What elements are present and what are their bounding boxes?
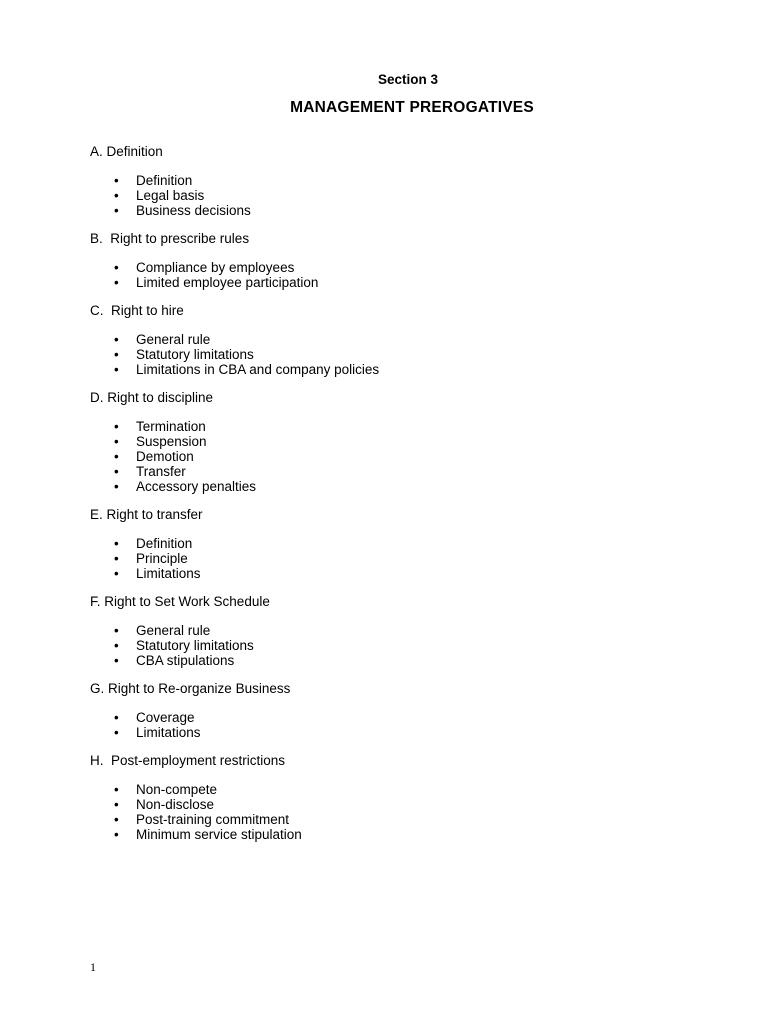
- bullet-icon: •: [114, 653, 119, 668]
- bullet-icon: •: [114, 797, 119, 812]
- list-item-label: Limitations: [136, 566, 201, 581]
- bullet-icon: •: [114, 173, 119, 188]
- list-item: [90, 275, 690, 290]
- list-item: [90, 710, 690, 725]
- page-number: 1: [90, 960, 96, 974]
- list-item: [90, 203, 690, 218]
- bullet-icon: •: [114, 638, 119, 653]
- outline-heading: H. Post-employment restrictions: [90, 753, 286, 768]
- list-item-label: Definition: [136, 536, 193, 551]
- bullet-icon: •: [114, 623, 119, 638]
- list-item-label: Principle: [136, 551, 188, 566]
- list-item-label: Statutory limitations: [136, 638, 254, 653]
- list-item-label: General rule: [136, 623, 211, 638]
- bullet-icon: •: [114, 362, 119, 377]
- list-item-label: Definition: [136, 173, 193, 188]
- list-item: [90, 566, 690, 581]
- list-item: [90, 827, 690, 842]
- bullet-icon: •: [114, 419, 119, 434]
- outline: [90, 144, 690, 855]
- section-label: Section 3: [377, 72, 439, 87]
- list-item-label: Demotion: [136, 449, 194, 464]
- page-title: MANAGEMENT PREROGATIVES: [290, 99, 534, 116]
- bullet-icon: •: [114, 434, 119, 449]
- bullet-list: [90, 710, 690, 740]
- bullet-icon: •: [114, 260, 119, 275]
- bullet-list: [90, 173, 690, 218]
- outline-heading: G. Right to Re-organize Business: [90, 681, 291, 696]
- list-item: [90, 347, 690, 362]
- list-item: [90, 479, 690, 494]
- list-item-label: Limitations: [136, 725, 201, 740]
- bullet-icon: •: [114, 275, 119, 290]
- list-item-label: Minimum service stipulation: [136, 827, 302, 842]
- list-item-label: Legal basis: [136, 188, 205, 203]
- list-item: [90, 449, 690, 464]
- list-item: [90, 623, 690, 638]
- list-item-label: Non-disclose: [136, 797, 215, 812]
- list-item-label: Business decisions: [136, 203, 251, 218]
- outline-heading: E. Right to transfer: [90, 507, 203, 522]
- list-item: [90, 653, 690, 668]
- list-item: [90, 638, 690, 653]
- list-item: [90, 797, 690, 812]
- outline-heading: D. Right to discipline: [90, 390, 214, 405]
- list-item: [90, 782, 690, 797]
- list-item-label: Limitations in CBA and company policies: [136, 362, 380, 377]
- list-item-label: Termination: [136, 419, 206, 434]
- bullet-icon: •: [114, 551, 119, 566]
- list-item: [90, 464, 690, 479]
- bullet-icon: •: [114, 782, 119, 797]
- list-item-label: General rule: [136, 332, 211, 347]
- bullet-list: [90, 332, 690, 377]
- bullet-icon: •: [114, 332, 119, 347]
- bullet-icon: •: [114, 449, 119, 464]
- bullet-list: [90, 782, 690, 842]
- list-item: [90, 551, 690, 566]
- bullet-list: [90, 419, 690, 494]
- list-item-label: Non-compete: [136, 782, 218, 797]
- bullet-icon: •: [114, 464, 119, 479]
- bullet-icon: •: [114, 827, 119, 842]
- bullet-icon: •: [114, 188, 119, 203]
- list-item-label: CBA stipulations: [136, 653, 235, 668]
- bullet-icon: •: [114, 566, 119, 581]
- bullet-list: [90, 536, 690, 581]
- list-item: [90, 332, 690, 347]
- outline-heading: A. Definition: [90, 144, 163, 159]
- bullet-list: [90, 623, 690, 668]
- bullet-icon: •: [114, 479, 119, 494]
- list-item-label: Transfer: [136, 464, 186, 479]
- list-item: [90, 434, 690, 449]
- bullet-icon: •: [114, 203, 119, 218]
- list-item: [90, 173, 690, 188]
- list-item: [90, 725, 690, 740]
- outline-heading: C. Right to hire: [90, 303, 184, 318]
- bullet-icon: •: [114, 347, 119, 362]
- outline-heading: B. Right to prescribe rules: [90, 231, 250, 246]
- list-item-label: Compliance by employees: [136, 260, 295, 275]
- list-item-label: Suspension: [136, 434, 207, 449]
- list-item: [90, 536, 690, 551]
- bullet-list: [90, 260, 690, 290]
- list-item: [90, 419, 690, 434]
- list-item-label: Limited employee participation: [136, 275, 319, 290]
- list-item-label: Coverage: [136, 710, 195, 725]
- bullet-icon: •: [114, 725, 119, 740]
- list-item: [90, 362, 690, 377]
- bullet-icon: •: [114, 536, 119, 551]
- list-item: [90, 260, 690, 275]
- list-item: [90, 812, 690, 827]
- list-item: [90, 188, 690, 203]
- list-item-label: Post-training commitment: [136, 812, 290, 827]
- bullet-icon: •: [114, 812, 119, 827]
- outline-heading: F. Right to Set Work Schedule: [90, 594, 270, 609]
- list-item-label: Statutory limitations: [136, 347, 254, 362]
- bullet-icon: •: [114, 710, 119, 725]
- list-item-label: Accessory penalties: [136, 479, 257, 494]
